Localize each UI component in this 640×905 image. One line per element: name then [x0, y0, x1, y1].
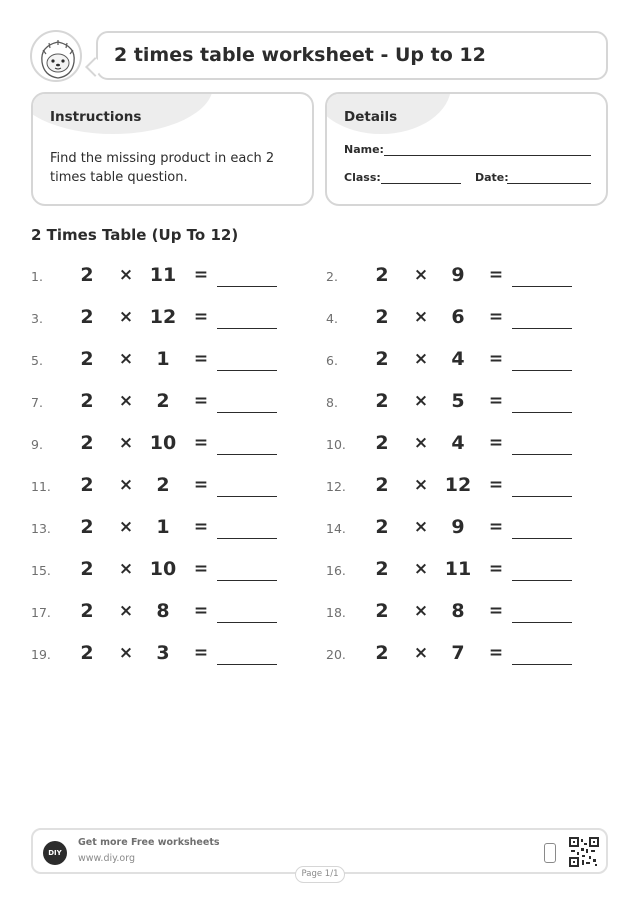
page-title: 2 times table worksheet - Up to 12 [114, 44, 486, 66]
equals-glyph: = [193, 517, 209, 537]
equals-glyph: = [193, 475, 209, 495]
multiplicand-value: 2 [375, 264, 389, 286]
multiplier-value: 9 [451, 264, 465, 286]
answer-blank[interactable] [512, 538, 572, 539]
question-item [31, 600, 301, 624]
question-number: 9. [31, 437, 43, 452]
answer-blank[interactable] [512, 496, 572, 497]
multiplicand-value: 2 [375, 390, 389, 412]
details-heading: Details [344, 109, 398, 125]
question-item [326, 642, 596, 666]
equals-glyph: = [488, 349, 504, 369]
multiplicand-value: 2 [375, 516, 389, 538]
question-number: 6. [326, 353, 338, 368]
equals-glyph: = [193, 601, 209, 621]
question-number: 15. [31, 563, 51, 578]
question-item [31, 642, 301, 666]
multiplier-value: 12 [444, 474, 472, 496]
times-glyph: × [413, 391, 429, 411]
multiplicand-value: 2 [375, 474, 389, 496]
multiplicand-value: 2 [80, 390, 94, 412]
answer-blank[interactable] [217, 370, 277, 371]
equals-glyph: = [488, 601, 504, 621]
question-number: 3. [31, 311, 43, 326]
answer-blank[interactable] [512, 370, 572, 371]
equals-glyph: = [488, 391, 504, 411]
times-glyph: × [413, 643, 429, 663]
equals-glyph: = [193, 433, 209, 453]
times-glyph: × [413, 601, 429, 621]
equals-glyph: = [488, 517, 504, 537]
multiplier-value: 10 [149, 558, 177, 580]
answer-blank[interactable] [512, 622, 572, 623]
answer-blank[interactable] [512, 454, 572, 455]
footer-promo-text: Get more Free worksheets [78, 837, 220, 848]
times-glyph: × [118, 349, 134, 369]
answer-blank[interactable] [512, 328, 572, 329]
multiplicand-value: 2 [375, 600, 389, 622]
multiplicand-value: 2 [80, 432, 94, 454]
times-glyph: × [413, 265, 429, 285]
question-number: 1. [31, 269, 43, 284]
question-item [31, 474, 301, 498]
date-label: Date: [475, 171, 509, 184]
answer-blank[interactable] [217, 496, 277, 497]
times-glyph: × [413, 349, 429, 369]
question-item [326, 600, 596, 624]
question-number: 20. [326, 647, 346, 662]
question-item [31, 306, 301, 330]
equals-glyph: = [488, 265, 504, 285]
multiplicand-value: 2 [375, 642, 389, 664]
multiplier-value: 9 [451, 516, 465, 538]
question-item [326, 474, 596, 498]
multiplier-value: 5 [451, 390, 465, 412]
times-glyph: × [413, 475, 429, 495]
answer-blank[interactable] [512, 412, 572, 413]
multiplier-value: 8 [451, 600, 465, 622]
times-glyph: × [118, 643, 134, 663]
multiplier-value: 2 [156, 474, 170, 496]
phone-icon [544, 843, 556, 863]
multiplicand-value: 2 [80, 642, 94, 664]
multiplicand-value: 2 [80, 474, 94, 496]
times-glyph: × [413, 559, 429, 579]
question-item [326, 264, 596, 288]
multiplicand-value: 2 [80, 348, 94, 370]
question-number: 17. [31, 605, 51, 620]
multiplier-value: 11 [444, 558, 472, 580]
multiplicand-value: 2 [80, 516, 94, 538]
multiplicand-value: 2 [375, 348, 389, 370]
question-number: 12. [326, 479, 346, 494]
question-item [31, 348, 301, 372]
multiplicand-value: 2 [375, 432, 389, 454]
multiplier-value: 1 [156, 348, 170, 370]
multiplier-value: 4 [451, 432, 465, 454]
question-number: 19. [31, 647, 51, 662]
answer-blank[interactable] [217, 538, 277, 539]
multiplier-value: 2 [156, 390, 170, 412]
equals-glyph: = [488, 475, 504, 495]
question-number: 4. [326, 311, 338, 326]
multiplier-value: 8 [156, 600, 170, 622]
question-item [31, 390, 301, 414]
answer-blank[interactable] [512, 286, 572, 287]
footer-url[interactable]: www.diy.org [78, 853, 135, 864]
question-item [31, 516, 301, 540]
question-number: 18. [326, 605, 346, 620]
question-item [326, 558, 596, 582]
question-number: 14. [326, 521, 346, 536]
answer-blank[interactable] [217, 412, 277, 413]
multiplicand-value: 2 [375, 558, 389, 580]
multiplicand-value: 2 [80, 558, 94, 580]
question-number: 11. [31, 479, 51, 494]
question-number: 5. [31, 353, 43, 368]
equals-glyph: = [488, 643, 504, 663]
instructions-heading: Instructions [50, 109, 142, 125]
question-number: 8. [326, 395, 338, 410]
multiplier-value: 1 [156, 516, 170, 538]
equals-glyph: = [488, 559, 504, 579]
question-item [326, 390, 596, 414]
times-glyph: × [118, 433, 134, 453]
answer-blank[interactable] [217, 580, 277, 581]
question-item [326, 306, 596, 330]
question-number: 2. [326, 269, 338, 284]
multiplicand-value: 2 [80, 600, 94, 622]
multiplier-value: 4 [451, 348, 465, 370]
question-number: 13. [31, 521, 51, 536]
times-glyph: × [118, 475, 134, 495]
page-indicator: Page 1/1 [295, 866, 345, 883]
question-number: 10. [326, 437, 346, 452]
multiplicand-value: 2 [80, 264, 94, 286]
times-glyph: × [118, 517, 134, 537]
times-glyph: × [413, 433, 429, 453]
answer-blank[interactable] [217, 664, 277, 665]
times-glyph: × [118, 601, 134, 621]
name-label: Name: [344, 143, 384, 156]
equals-glyph: = [193, 391, 209, 411]
instructions-text: Find the missing product in each 2 times table question. [50, 151, 275, 185]
answer-blank[interactable] [217, 454, 277, 455]
question-item [31, 264, 301, 288]
equals-glyph: = [193, 349, 209, 369]
equals-glyph: = [193, 643, 209, 663]
multiplier-value: 7 [451, 642, 465, 664]
diy-logo-icon: DIY [43, 841, 67, 865]
equals-glyph: = [193, 307, 209, 327]
qr-code-icon[interactable] [569, 837, 599, 867]
answer-blank[interactable] [217, 286, 277, 287]
times-glyph: × [118, 265, 134, 285]
class-label: Class: [344, 171, 381, 184]
question-item [31, 432, 301, 456]
question-item [326, 348, 596, 372]
times-glyph: × [118, 307, 134, 327]
multiplier-value: 3 [156, 642, 170, 664]
multiplier-value: 11 [149, 264, 177, 286]
question-item [326, 432, 596, 456]
multiplier-value: 10 [149, 432, 177, 454]
times-glyph: × [413, 517, 429, 537]
answer-blank[interactable] [512, 664, 572, 665]
equals-glyph: = [193, 559, 209, 579]
times-glyph: × [413, 307, 429, 327]
multiplier-value: 6 [451, 306, 465, 328]
equals-glyph: = [488, 307, 504, 327]
question-number: 16. [326, 563, 346, 578]
question-item [326, 516, 596, 540]
times-glyph: × [118, 391, 134, 411]
multiplier-value: 12 [149, 306, 177, 328]
multiplicand-value: 2 [80, 306, 94, 328]
times-glyph: × [118, 559, 134, 579]
equals-glyph: = [488, 433, 504, 453]
question-number: 7. [31, 395, 43, 410]
answer-blank[interactable] [217, 622, 277, 623]
question-item [31, 558, 301, 582]
answer-blank[interactable] [217, 328, 277, 329]
multiplicand-value: 2 [375, 306, 389, 328]
equals-glyph: = [193, 265, 209, 285]
answer-blank[interactable] [512, 580, 572, 581]
section-title: 2 Times Table (Up To 12) [31, 226, 239, 244]
